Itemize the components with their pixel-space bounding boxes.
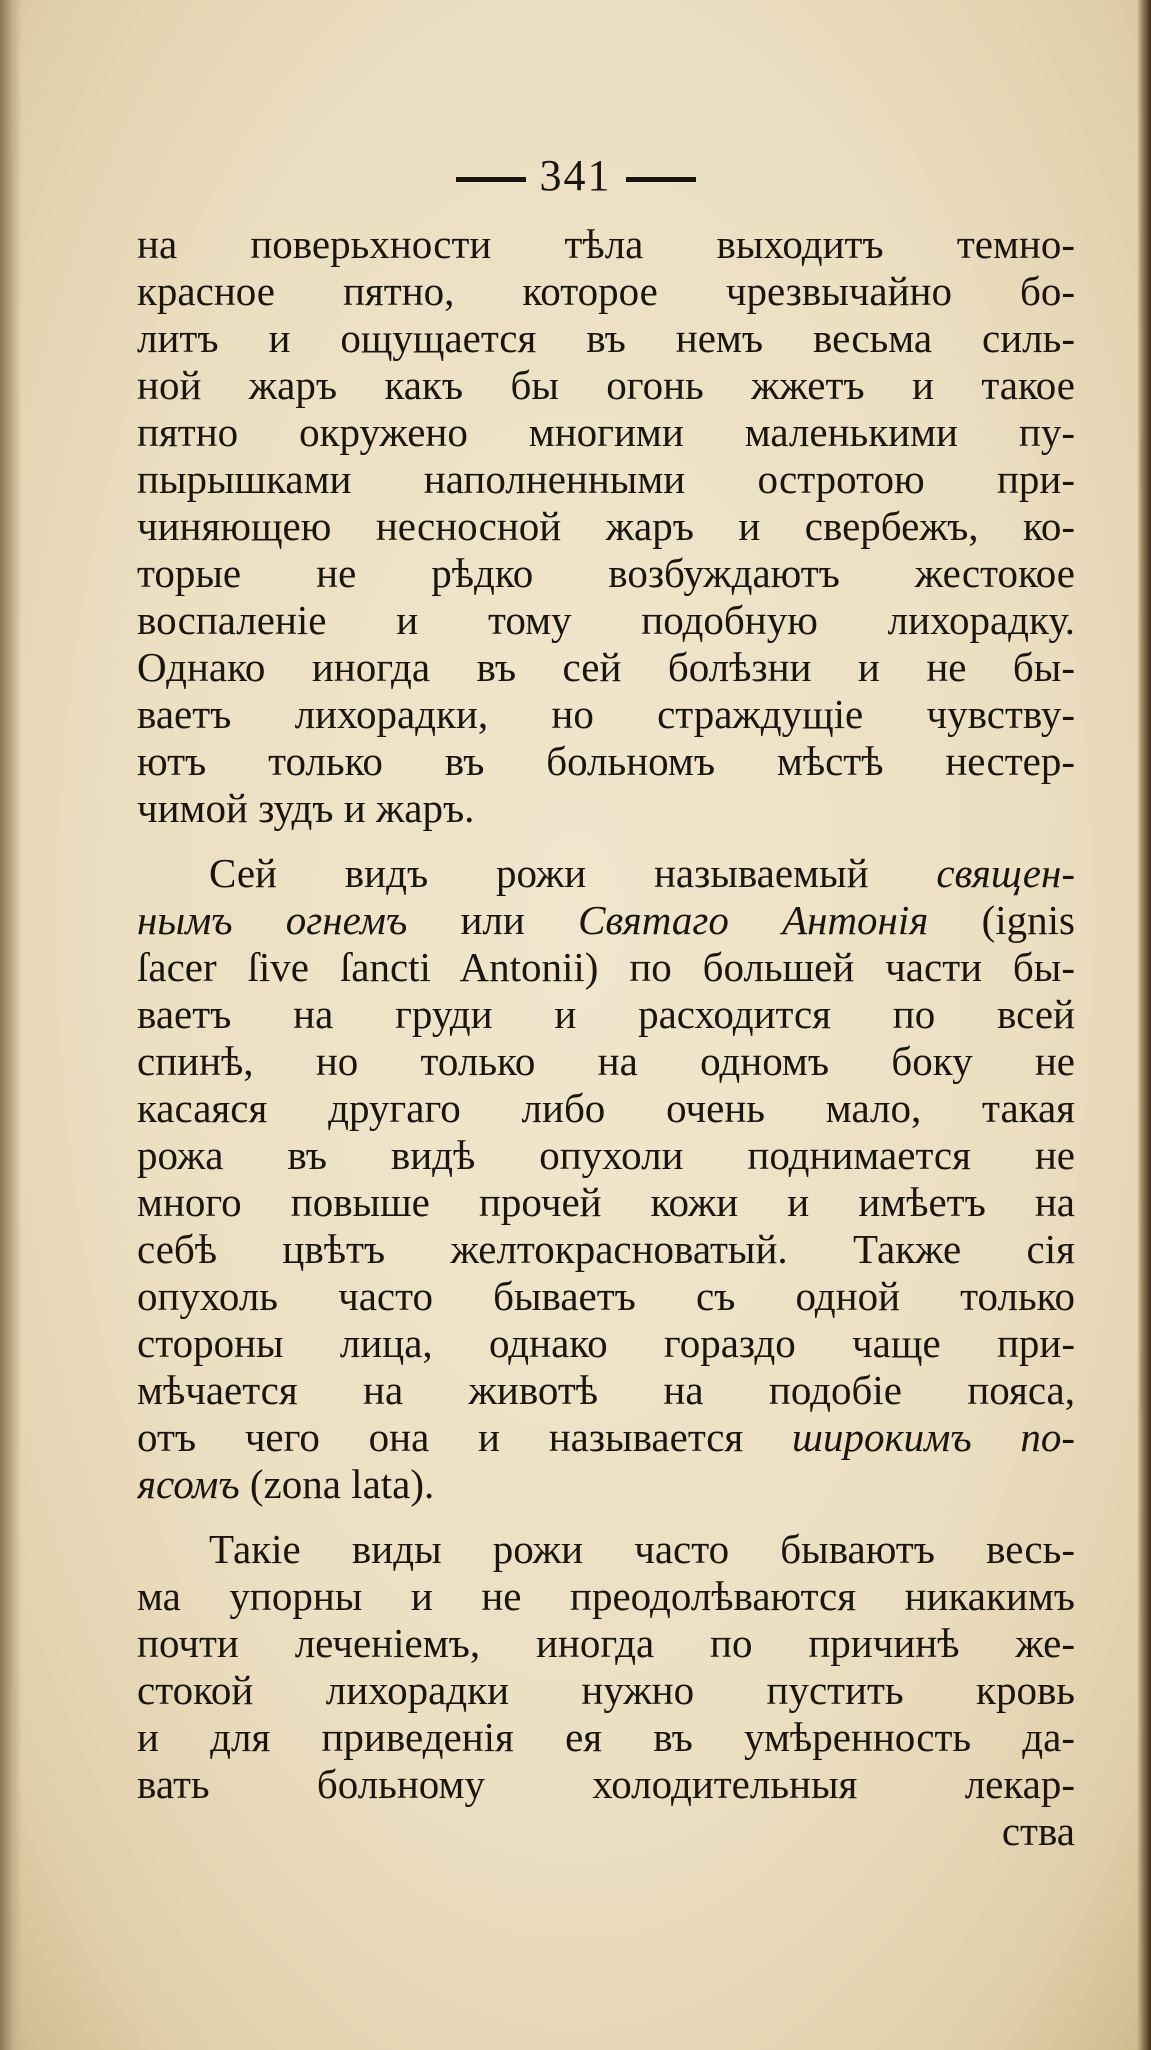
text-line xyxy=(137,1414,1075,1461)
text-run: себѣ цвѣтъ желтокрасноватый. Также сія xyxy=(137,1226,1075,1272)
text-line xyxy=(137,1461,1075,1508)
text-line xyxy=(137,1132,1075,1179)
text-run: Однако иногда въ сей болѣзни и не бы- xyxy=(137,644,1075,690)
text-run: (ignis xyxy=(928,897,1075,943)
text-run: или xyxy=(407,897,579,943)
paragraph xyxy=(137,221,1075,832)
text-run: касаяся другаго либо очень мало, такая xyxy=(137,1085,1075,1131)
text-line xyxy=(137,597,1075,644)
body-text xyxy=(137,221,1075,1855)
text-run: ной жаръ какъ бы огонь жжетъ и такое xyxy=(137,362,1075,408)
header-dash-right xyxy=(626,177,696,182)
text-run: стороны лица, однако гораздо чаще при- xyxy=(137,1320,1075,1366)
header-dash-left xyxy=(456,177,526,182)
text-run: ваетъ лихорадки, но страждущіе чувству- xyxy=(137,691,1075,737)
text-run: чиняющею несносной жаръ и свербежъ, ко- xyxy=(137,503,1075,549)
text-line xyxy=(137,1320,1075,1367)
text-run: красное пятно, которое чрезвычайно бо- xyxy=(137,268,1075,314)
text-run: много повыше прочей кожи и имѣетъ на xyxy=(137,1179,1075,1225)
catchword: ства xyxy=(1001,1808,1075,1854)
text-line xyxy=(137,1226,1075,1273)
text-line xyxy=(137,550,1075,597)
text-line xyxy=(137,221,1075,268)
text-run: воспаленіе и тому подобную лихорадку. xyxy=(137,597,1075,643)
text-line xyxy=(137,785,1075,832)
text-run: рожа въ видѣ опухоли поднимается не xyxy=(137,1132,1075,1178)
text-run: торые не рѣдко возбуждаютъ жестокое xyxy=(137,550,1075,596)
text-run: (zona lata). xyxy=(239,1461,435,1507)
text-line xyxy=(137,1038,1075,1085)
page-number: 341 xyxy=(539,151,612,200)
text-run: на поверьхности тѣла выходитъ темно- xyxy=(137,221,1075,267)
text-run: ютъ только въ больномъ мѣстѣ нестер- xyxy=(137,738,1075,784)
text-line xyxy=(137,315,1075,362)
text-line xyxy=(137,1085,1075,1132)
text-run: стокой лихорадки нужно пустить кровь xyxy=(137,1667,1075,1713)
text-line xyxy=(137,738,1075,785)
text-run: Такіе виды рожи часто бываютъ весь- xyxy=(209,1526,1075,1572)
text-run: спинѣ, но только на одномъ боку не xyxy=(137,1038,1075,1084)
text-line xyxy=(137,991,1075,1038)
text-line xyxy=(137,409,1075,456)
text-line xyxy=(137,644,1075,691)
italic-term: широкимъ по- xyxy=(792,1414,1075,1460)
text-run: почти леченіемъ, иногда по причинѣ же- xyxy=(137,1620,1075,1666)
text-line xyxy=(137,1273,1075,1320)
text-run: вать больному холодительныя лекар- xyxy=(137,1761,1075,1807)
paragraph xyxy=(137,1526,1075,1808)
text-line xyxy=(137,1667,1075,1714)
text-run: ſacer ſive ſancti Antonii) по большей части бы- xyxy=(137,944,1075,990)
italic-term: священ- xyxy=(936,850,1075,896)
text-line xyxy=(137,1761,1075,1808)
text-run: отъ чего она и называется xyxy=(137,1414,793,1460)
text-line xyxy=(137,691,1075,738)
text-line xyxy=(137,362,1075,409)
text-run: литъ и ощущается въ немъ весьма силь- xyxy=(137,315,1075,361)
text-run: и для приведенія ея въ умѣренность да- xyxy=(137,1714,1075,1760)
paragraph-gap xyxy=(137,832,1075,850)
text-line xyxy=(137,944,1075,991)
italic-term: нымъ огнемъ xyxy=(137,897,408,943)
text-run: ваетъ на груди и расходится по всей xyxy=(137,991,1075,1037)
text-run: пырышками наполненными остротою при- xyxy=(137,456,1075,502)
text-line xyxy=(137,1714,1075,1761)
text-line xyxy=(137,1573,1075,1620)
text-line xyxy=(137,850,1075,897)
text-line xyxy=(137,503,1075,550)
text-run: ма упорны и не преодолѣваются никакимъ xyxy=(137,1573,1075,1619)
italic-term: Святаго Антонія xyxy=(578,897,929,943)
text-line xyxy=(137,1367,1075,1414)
page-edge-left xyxy=(0,0,22,2050)
text-line xyxy=(137,268,1075,315)
paragraph-gap xyxy=(137,1508,1075,1526)
text-run: пятно окружено многими маленькими пу- xyxy=(137,409,1075,455)
text-run: мѣчается на животѣ на подобіе пояса, xyxy=(137,1367,1075,1413)
text-run: чимой зудъ и жаръ. xyxy=(137,785,475,831)
page-header xyxy=(0,150,1151,201)
page-edge-right xyxy=(1137,0,1151,2050)
text-line xyxy=(137,1620,1075,1667)
paragraph xyxy=(137,850,1075,1508)
text-line xyxy=(137,897,1075,944)
text-line xyxy=(137,456,1075,503)
text-line xyxy=(137,1179,1075,1226)
italic-term: ясомъ xyxy=(137,1461,240,1507)
text-line xyxy=(137,1526,1075,1573)
text-run: Сей видъ рожи называемый xyxy=(209,850,937,896)
text-run: опухоль часто бываетъ съ одной только xyxy=(137,1273,1075,1319)
